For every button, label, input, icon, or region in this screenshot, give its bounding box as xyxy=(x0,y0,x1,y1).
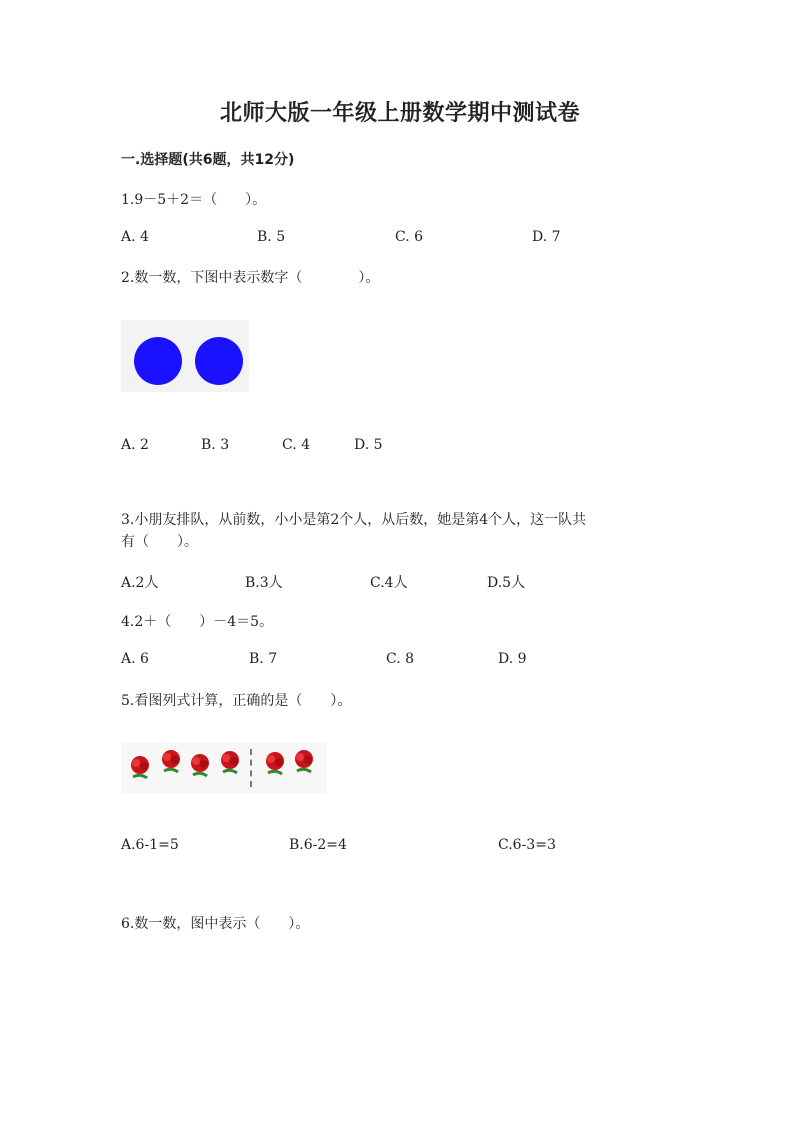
q1-option-c[interactable]: C. 6 xyxy=(395,229,424,245)
q2-option-c[interactable]: C. 4 xyxy=(282,437,311,453)
q2-option-d[interactable]: D. 5 xyxy=(354,437,383,453)
question-3-stem xyxy=(121,509,681,553)
question-3-line-2: 有（ ）。 xyxy=(121,534,198,550)
q3-option-a[interactable]: A.2人 xyxy=(121,575,159,591)
question-2-stem: 2.数一数，下图中表示数字（ ）。 xyxy=(121,270,380,286)
section-heading: 一.选择题(共6题，共12分) xyxy=(121,152,295,168)
flower-icon xyxy=(185,751,215,781)
flower-icon xyxy=(260,749,290,779)
flower-icon xyxy=(289,747,319,777)
q3-option-c[interactable]: C.4人 xyxy=(370,575,408,591)
blue-dot xyxy=(134,337,182,385)
q4-option-d[interactable]: D. 9 xyxy=(498,651,527,667)
flower-icon xyxy=(125,753,155,783)
q1-option-a[interactable]: A. 4 xyxy=(121,229,149,245)
q5-option-b[interactable]: B.6-2=4 xyxy=(289,837,347,853)
q5-option-a[interactable]: A.6-1=5 xyxy=(121,837,179,853)
q4-option-c[interactable]: C. 8 xyxy=(386,651,415,667)
q2-option-b[interactable]: B. 3 xyxy=(201,437,230,453)
q3-option-d[interactable]: D.5人 xyxy=(487,575,526,591)
flower-icon xyxy=(215,748,245,778)
blue-dot xyxy=(195,337,243,385)
question-1-stem: 1.9－5＋2＝（ ）。 xyxy=(121,192,267,208)
page-title: 北师大版一年级上册数学期中测试卷 xyxy=(219,101,580,126)
flower-icon xyxy=(156,747,186,777)
dots-figure xyxy=(121,320,249,392)
q4-option-b[interactable]: B. 7 xyxy=(249,651,278,667)
q1-option-b[interactable]: B. 5 xyxy=(257,229,286,245)
q3-option-b[interactable]: B.3人 xyxy=(245,575,283,591)
q5-option-c[interactable]: C.6-3=3 xyxy=(498,837,556,853)
q4-option-a[interactable]: A. 6 xyxy=(121,651,149,667)
flowers-figure xyxy=(121,743,327,793)
question-3-line-1: 3.小朋友排队，从前数，小小是第2个人，从后数，她是第4个人，这一队共 xyxy=(121,512,587,528)
dashed-divider xyxy=(250,749,252,787)
question-6-stem: 6.数一数，图中表示（ ）。 xyxy=(121,916,310,932)
question-4-stem: 4.2＋（ ）－4＝5。 xyxy=(121,614,274,630)
q1-option-d[interactable]: D. 7 xyxy=(532,229,561,245)
question-5-stem: 5.看图列式计算，正确的是（ ）。 xyxy=(121,693,352,709)
q2-option-a[interactable]: A. 2 xyxy=(121,437,149,453)
